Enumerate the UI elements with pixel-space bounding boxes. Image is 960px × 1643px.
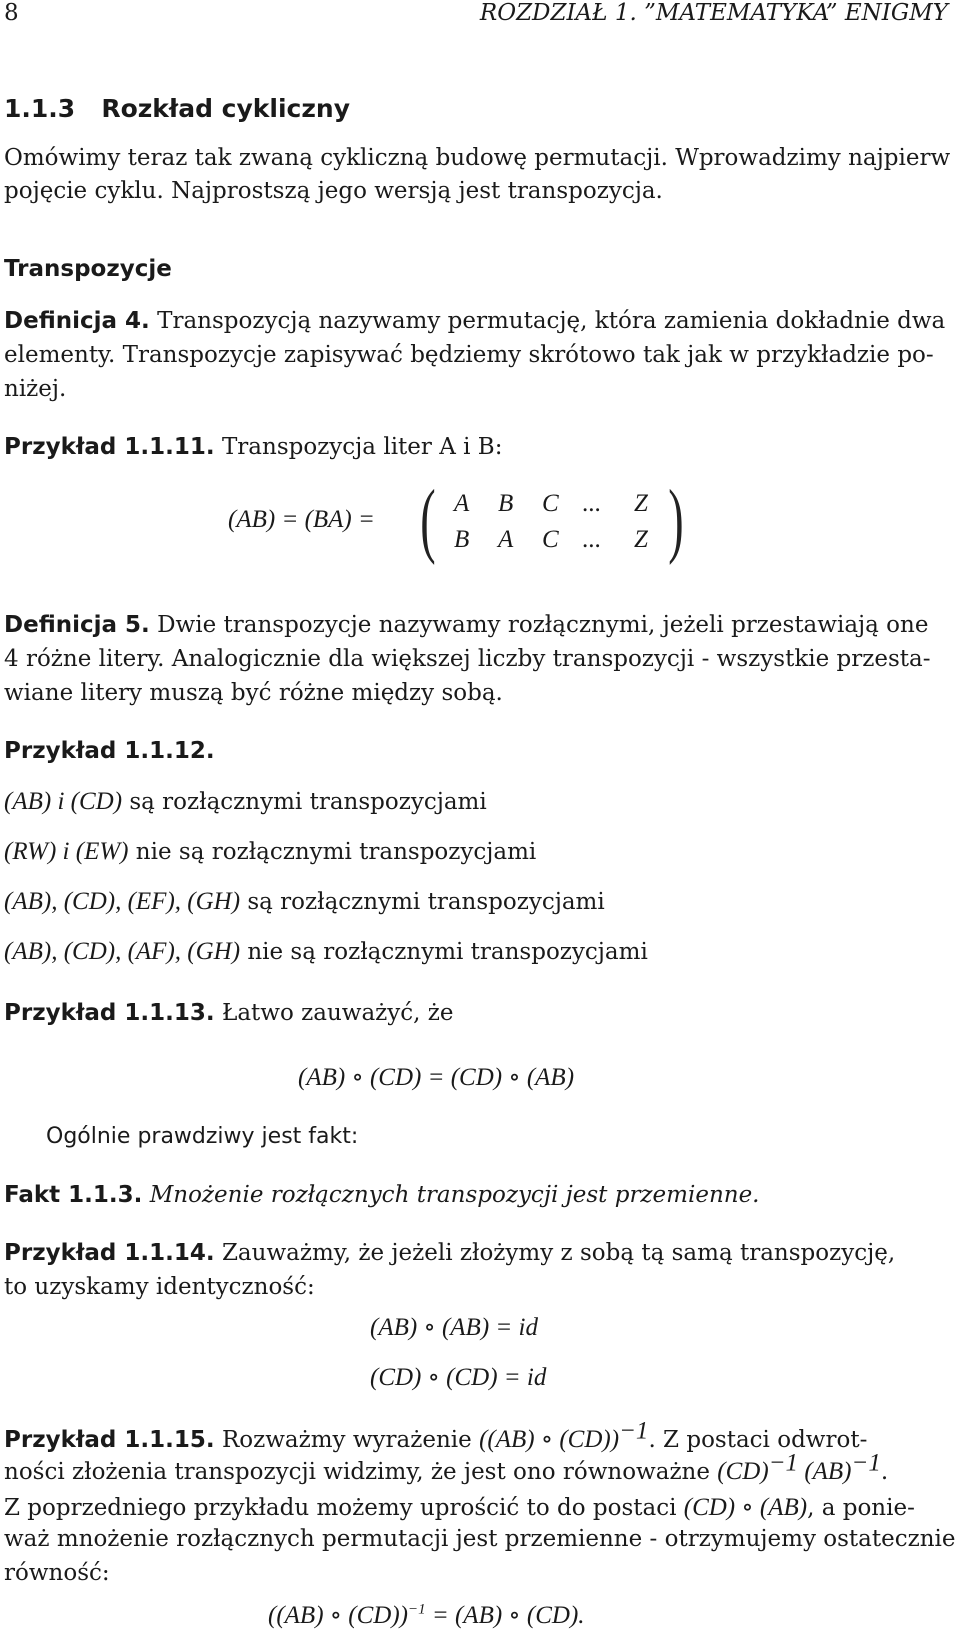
example-1-1-11-text: Transpozycja liter A i B:	[221, 434, 503, 460]
definition-5-text: Dwie transpozycje nazywamy rozłącznymi, jeżeli przestawiają one	[157, 612, 929, 638]
inverse-exponent: −1	[768, 1449, 799, 1477]
matrix-cell: Z	[634, 490, 648, 517]
example-1-1-15-line-5: równość:	[4, 1560, 110, 1586]
subsection-title: Transpozycje	[4, 256, 172, 282]
example-1-1-14-line-2: to uzyskamy identyczność:	[4, 1274, 315, 1300]
example-1-1-15-label: Przykład 1.1.15.	[4, 1427, 215, 1453]
example-1-1-15-text: . Z postaci odwrot-	[648, 1427, 868, 1453]
matrix-cell: ...	[582, 490, 601, 517]
example-1-1-13-label: Przykład 1.1.13.	[4, 1000, 215, 1026]
definition-4-line-2: elementy. Transpozycje zapisywać będziemy skrótowo tak jak w przykładzie po-	[4, 342, 934, 368]
item-text: nie są rozłącznymi transpozycjami	[240, 939, 648, 965]
matrix-cell: C	[542, 490, 559, 517]
final-rhs: = (AB) ∘ (CD).	[425, 1602, 585, 1629]
example-1-1-15-text: ności złożenia transpozycji widzimy, że jest ono równoważne	[4, 1459, 718, 1485]
example-1-1-12-label: Przykład 1.1.12.	[4, 738, 215, 764]
section-number: 1.1.3	[4, 94, 76, 123]
example-1-1-12-item	[4, 838, 536, 866]
fact-1-1-3-line	[4, 1182, 760, 1208]
matrix-left-paren: (	[420, 473, 436, 566]
definition-4-text: Transpozycją nazywamy permutację, która zamienia dokładnie dwa	[157, 308, 946, 334]
example-1-1-13-text: Łatwo zauważyć, że	[221, 1000, 454, 1026]
matrix-cell: C	[542, 526, 559, 553]
fact-1-1-3-text: Mnożenie rozłącznych transpozycji jest przemienne.	[149, 1182, 760, 1208]
item-math: (AB) i (CD)	[4, 788, 123, 815]
example-1-1-11-lhs: (AB) = (BA) =	[228, 506, 375, 533]
definition-5-line-2: 4 różne litery. Analogicznie dla większej liczby transpozycji - wszystkie przesta-	[4, 646, 931, 672]
item-text: nie są rozłącznymi transpozycjami	[128, 839, 537, 865]
item-math: (RW) i (EW)	[4, 838, 129, 865]
example-1-1-14-line-1	[4, 1240, 895, 1266]
matrix-cell: Z	[634, 526, 648, 553]
example-1-1-13-line	[4, 1000, 454, 1026]
example-1-1-15-text: .	[880, 1459, 889, 1485]
example-1-1-11-label: Przykład 1.1.11.	[4, 434, 215, 460]
example-1-1-14-label: Przykład 1.1.14.	[4, 1240, 215, 1266]
section-heading	[4, 94, 350, 123]
final-lhs: ((AB) ∘ (CD))	[268, 1602, 408, 1629]
matrix-cell: ...	[582, 526, 601, 553]
running-title: ROZDZIAŁ 1. ”MATEMATYKA” ENIGMY	[479, 0, 948, 26]
example-1-1-11-line	[4, 434, 502, 460]
inline-math: (AB)	[798, 1458, 852, 1485]
example-1-1-12-item	[4, 888, 605, 916]
intro-line-2: pojęcie cyklu. Najprostszą jego wersją jest transpozycja.	[4, 178, 663, 204]
example-1-1-12-item	[4, 938, 648, 966]
example-1-1-14-text: Zauważmy, że jeżeli złożymy z sobą tą samą transpozycję,	[221, 1240, 896, 1266]
inline-math: (CD)	[717, 1458, 769, 1485]
section-title: Rozkład cykliczny	[101, 94, 351, 123]
example-1-1-14-equation-2: (CD) ∘ (CD) = id	[370, 1364, 547, 1391]
item-text: są rozłącznymi transpozycjami	[122, 789, 487, 815]
permutation-matrix	[420, 473, 710, 576]
inline-math: (CD) ∘ (AB)	[683, 1494, 808, 1521]
example-1-1-15-line-3	[4, 1492, 915, 1522]
general-fact-intro: Ogólnie prawdziwy jest fakt:	[46, 1124, 359, 1149]
example-1-1-15-final-equation	[268, 1600, 585, 1630]
inline-math: ((AB) ∘ (CD))	[479, 1426, 620, 1453]
inverse-exponent: −1	[851, 1449, 881, 1477]
fact-1-1-3-label: Fakt 1.1.3.	[4, 1182, 143, 1208]
matrix-cell: A	[454, 490, 470, 517]
example-1-1-15-text: Rozważmy wyrażenie	[221, 1427, 480, 1453]
example-1-1-15-line-2	[4, 1449, 889, 1486]
matrix-cell: A	[498, 526, 514, 553]
example-1-1-15-text: , a ponie-	[807, 1495, 915, 1521]
example-1-1-14-equation-1: (AB) ∘ (AB) = id	[370, 1314, 538, 1341]
example-1-1-15-line-1	[4, 1417, 868, 1454]
definition-5-line-3: wiane litery muszą być różne między sobą.	[4, 680, 503, 706]
page-number: 8	[4, 0, 19, 26]
example-1-1-13-equation: (AB) ∘ (CD) = (CD) ∘ (AB)	[298, 1064, 575, 1091]
definition-4-label: Definicja 4.	[4, 308, 150, 334]
definition-4-line-1	[4, 308, 945, 334]
matrix-right-paren: )	[668, 473, 684, 566]
example-1-1-15-line-4: waż mnożenie rozłącznych permutacji jest przemienne - otrzymujemy ostatecznie	[4, 1526, 956, 1552]
example-1-1-15-text: Z poprzedniego przykładu możemy uprościć to do postaci	[4, 1495, 684, 1521]
definition-5-line-1	[4, 612, 928, 638]
definition-5-label: Definicja 5.	[4, 612, 150, 638]
matrix-cell: B	[498, 490, 514, 517]
item-math: (AB), (CD), (EF), (GH)	[4, 888, 241, 915]
item-math: (AB), (CD), (AF), (GH)	[4, 938, 241, 965]
item-text: są rozłącznymi transpozycjami	[240, 889, 605, 915]
definition-4-line-3: niżej.	[4, 376, 67, 402]
inverse-exponent: −1	[619, 1417, 649, 1445]
intro-line-1: Omówimy teraz tak zwaną cykliczną budowę permutacji. Wprowadzimy najpierw	[4, 145, 951, 171]
matrix-cell: B	[454, 526, 470, 553]
example-1-1-12-item	[4, 788, 487, 816]
inverse-exponent: −1	[407, 1601, 426, 1618]
